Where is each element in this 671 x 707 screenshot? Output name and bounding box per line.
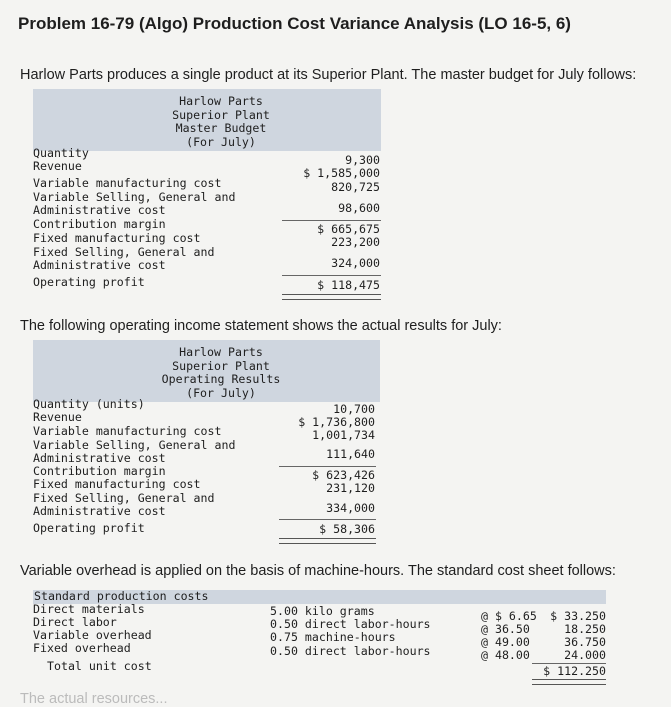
header-line: (For July) [186,385,256,400]
row-label: Contribution margin [33,217,166,231]
row-label: Administrative cost [33,504,166,518]
row-label: Variable manufacturing cost [33,176,222,190]
row-label: Administrative cost [33,258,166,272]
row-value: 324,000 [331,256,380,270]
header-line: Operating Results [161,372,281,386]
actual-intro-text: The following operating income statement shows the actual results for July: [20,318,502,334]
cost-row-quantity: 0.75 machine-hours [270,630,396,644]
cost-row-amount: 36.750 [564,635,606,649]
row-label: Quantity [33,146,89,160]
cost-row-label: Fixed overhead [33,641,131,655]
row-label: Fixed Selling, General and [33,491,215,505]
row-label: Fixed manufacturing cost [33,231,201,245]
header-line: Master Budget [175,121,267,135]
row-value: 10,700 [333,402,375,416]
row-value: $ 1,736,800 [298,415,375,429]
header-line: Superior Plant [172,107,270,122]
standard-cost-header: Standard production costs [34,589,209,603]
header-line: Harlow Parts [179,94,263,108]
row-value: $ 665,675 [317,222,380,236]
cost-row-label: Direct labor [33,615,117,629]
row-value: $ 58,306 [319,522,375,536]
cost-row-rate: @ 36.50 [481,622,530,636]
master-budget-header [33,95,381,149]
total-double-rule [282,294,381,300]
total-unit-cost-label: Total unit cost [47,659,152,673]
cost-row-label: Direct materials [33,602,145,616]
intro-text: Harlow Parts produces a single product at its Superior Plant. The master budget for July follows: [20,67,637,83]
row-label: Variable Selling, General and [33,438,236,452]
row-label: Operating profit [33,275,145,289]
total-double-rule [532,679,606,685]
subtotal-rule [282,275,381,276]
row-value: 9,300 [345,153,380,167]
row-label: Quantity (units) [33,397,145,411]
subtotal-rule [282,220,381,221]
row-label: Administrative cost [33,203,166,217]
row-value: 98,600 [338,201,380,215]
cost-row-quantity: 0.50 direct labor-hours [270,644,431,658]
total-unit-cost-amount: $ 112.250 [543,664,606,678]
header-line: Harlow Parts [179,345,263,359]
overhead-intro-text: Variable overhead is applied on the basis of machine-hours. The standard cost sheet follows: [20,563,616,579]
row-value: 820,725 [331,180,380,194]
cost-row-quantity: 0.50 direct labor-hours [270,617,431,631]
cost-row-label: Variable overhead [33,628,152,642]
row-label: Revenue [33,410,82,424]
row-label: Administrative cost [33,451,166,465]
cost-row-amount: $ 33.250 [550,609,606,623]
row-value: $ 623,426 [312,468,375,482]
subtotal-rule [279,519,376,520]
row-value: $ 1,585,000 [303,166,380,180]
row-value: 334,000 [326,501,375,515]
cost-row-amount: 18.250 [564,622,606,636]
row-label: Fixed manufacturing cost [33,477,201,491]
row-value: 1,001,734 [312,428,375,442]
header-line: (For July) [186,134,256,149]
row-label: Contribution margin [33,464,166,478]
cost-row-rate: @ $ 6.65 [481,609,537,623]
total-double-rule [279,538,376,544]
row-value: 231,120 [326,481,375,495]
header-line: Superior Plant [172,358,270,373]
row-label: Variable Selling, General and [33,190,236,204]
cost-row-rate: @ 48.00 [481,648,530,662]
row-label: Fixed Selling, General and [33,245,215,259]
cost-row-quantity: 5.00 kilo grams [270,604,375,618]
cost-row-rate: @ 49.00 [481,635,530,649]
row-label: Operating profit [33,521,145,535]
row-label: Revenue [33,159,82,173]
row-label: Variable manufacturing cost [33,424,222,438]
row-value: $ 118,475 [317,278,380,292]
operating-results-header [33,346,380,400]
page-title: Problem 16-79 (Algo) Production Cost Variance Analysis (LO 16-5, 6) [18,14,571,33]
cutoff-text: The actual resources... [20,691,168,707]
cost-row-amount: 24.000 [564,648,606,662]
subtotal-rule [279,466,376,467]
row-value: 223,200 [331,235,380,249]
row-value: 111,640 [326,447,375,461]
